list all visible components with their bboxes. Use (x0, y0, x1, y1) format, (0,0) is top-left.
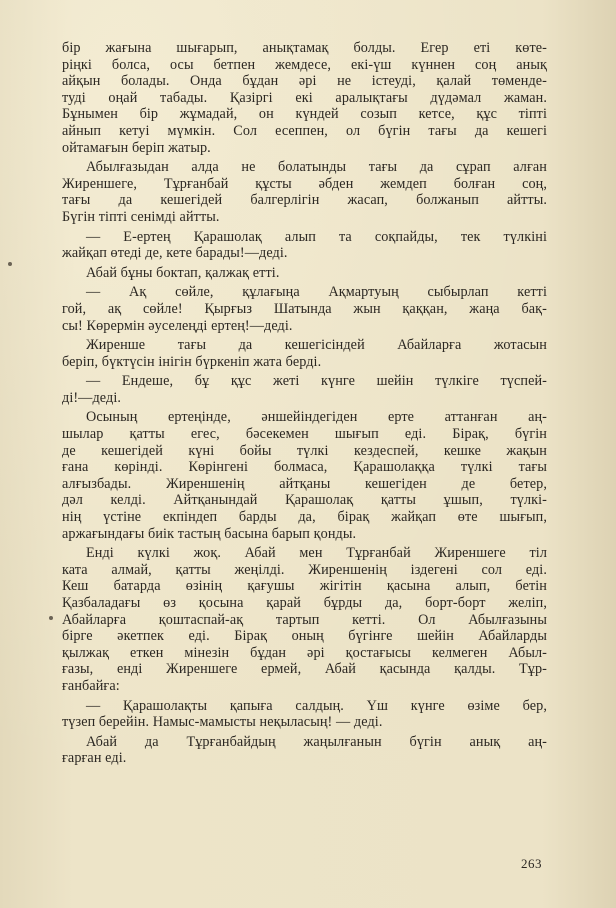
text-line: ғанбайға: (62, 677, 120, 694)
paragraph (62, 409, 547, 542)
text-line: шылар қатты егес, бәсекемен шығып еді. Бірақ, бүгін (62, 426, 547, 443)
text-line: аржағындағы биік тастың басына барып қонды. (62, 525, 357, 542)
text-line: түзеп берейін. Намыс-мамысты неқыласың! — деді. (62, 714, 383, 731)
text-line: Осының ертеңінде, әншейіндегіден ерте аттанған аң- (86, 409, 547, 426)
paragraph (62, 284, 547, 334)
margin-speck (49, 616, 53, 620)
text-line: Абай бұны боктап, қалжақ етті. (86, 264, 280, 281)
text-line: де кешегідей күні бойы түлкі кездеспей, кешке жақын (62, 442, 547, 459)
text-line: гой, ақ сөйле! Қырғыз Шатында жын қаққан, жаңа бақ- (62, 300, 547, 317)
paragraph (62, 734, 547, 767)
text-line: айқын болады. Онда бұдан әрі не істеуді, қалай төменде- (62, 73, 547, 90)
paragraph (62, 159, 547, 225)
text-line: ойтамағын беріп жатыр. (62, 139, 211, 156)
paragraph (62, 229, 547, 262)
paragraph (62, 337, 547, 370)
text-line: Жиреншеге, Тұрғанбай құсты әбден жемдеп болған соң, (62, 175, 547, 192)
text-line: — Қарашолақты қапыға салдың. Үш күнге өзіме бер, (86, 697, 547, 714)
text-line: Бұнымен бір жұмадай, он күндей созып кетсе, құс тіпті (62, 106, 547, 123)
text-line: дәл келді. Айтқанындай Қарашолақ қатты ұшып, түлкі- (62, 492, 547, 509)
text-line: — Е-ертең Қарашолақ алып та соқпайды, тек түлкіні (86, 228, 547, 245)
text-line: Абылғазыдан алда не болатынды тағы да сұрап алған (86, 159, 547, 176)
text-line: айнып кетуі мүмкін. Сол есеппен, ол бүгін тағы да кешегі (62, 122, 547, 139)
text-line: ката алмай, қатты жеңілді. Жиреншенің іздегені сол еді. (62, 561, 547, 578)
paragraph (62, 545, 547, 694)
text-line: нің үстіне екпіндеп барды да, бірақ жайқап өте шығып, (62, 509, 547, 526)
text-line: ғазы, енді Жиреншеге ермей, Абай қасында қалды. Тұр- (62, 661, 547, 678)
text-line: алғызбады. Жиреншенің айтқаны кешегіден де бетер, (62, 475, 547, 492)
page-body-text (62, 40, 547, 770)
text-line: жайқап өтеді де, кете барады!—деді. (62, 245, 288, 262)
text-line: ғана көрінді. Көрінгені болмаса, Қарашолаққа түлкі тағы (62, 459, 547, 476)
text-line: Жиреншe тағы да кешегісіндей Абайларға жотасын (86, 337, 547, 354)
paragraph (62, 40, 547, 156)
text-line: Кеш батарда өзінің қағушы жігітін қасына алып, бетін (62, 578, 547, 595)
text-line: бір жағына шығарып, анықтамақ болды. Егер еті көте- (62, 40, 547, 56)
text-line: — Ақ сөйле, құлағыңа Ақмартуың сыбырлап кетті (86, 284, 547, 301)
text-line: Абай да Тұрғанбайдың жаңылғанын бүгін анық аң- (86, 733, 547, 750)
paragraph (62, 698, 547, 731)
text-line: ғарған еді. (62, 750, 127, 767)
text-line: Бүгін тіпті сенімді айтты. (62, 208, 220, 225)
text-line: тағы да кешегідей балгерлігін жасап, болжанып айтты. (62, 192, 547, 209)
text-line: Абайларға қоштаспай-ақ тартып кетті. Ол Абылғазыны (62, 611, 547, 628)
text-line: Енді күлкі жоқ. Абай мен Тұрғанбай Жиреншеге тіл (86, 545, 547, 562)
text-line: Қазбаладағы өз қосына қарай бұрды да, борт-борт желіп, (62, 595, 547, 611)
text-line: қылжақ еткен мінезін бұдан әрі қостағысы келмеген Абыл- (62, 644, 547, 661)
paragraph (62, 373, 547, 406)
page-number: 263 (521, 856, 542, 871)
margin-speck (8, 262, 12, 266)
text-line: беріп, бүктүсін інігін бүркеніп жата берді. (62, 353, 322, 370)
text-line: ріңкі болса, осы бетпен жемдесе, екі-үш күннен соң анық (62, 56, 547, 73)
text-line: — Ендеше, бұ құс жеті күнге шейін түлкіге түспей- (86, 373, 547, 390)
text-line: бірге әкетпек еді. Бірақ оның бүгінге шейін Абайларды (62, 628, 547, 645)
paragraph (62, 265, 547, 282)
text-line: сы! Көрермін әуселеңді ертең!—деді. (62, 317, 293, 334)
text-line: туді оңай табады. Қазіргі екі аралықтағы дүдәмал жаман. (62, 89, 547, 106)
text-line: ді!—деді. (62, 389, 122, 406)
